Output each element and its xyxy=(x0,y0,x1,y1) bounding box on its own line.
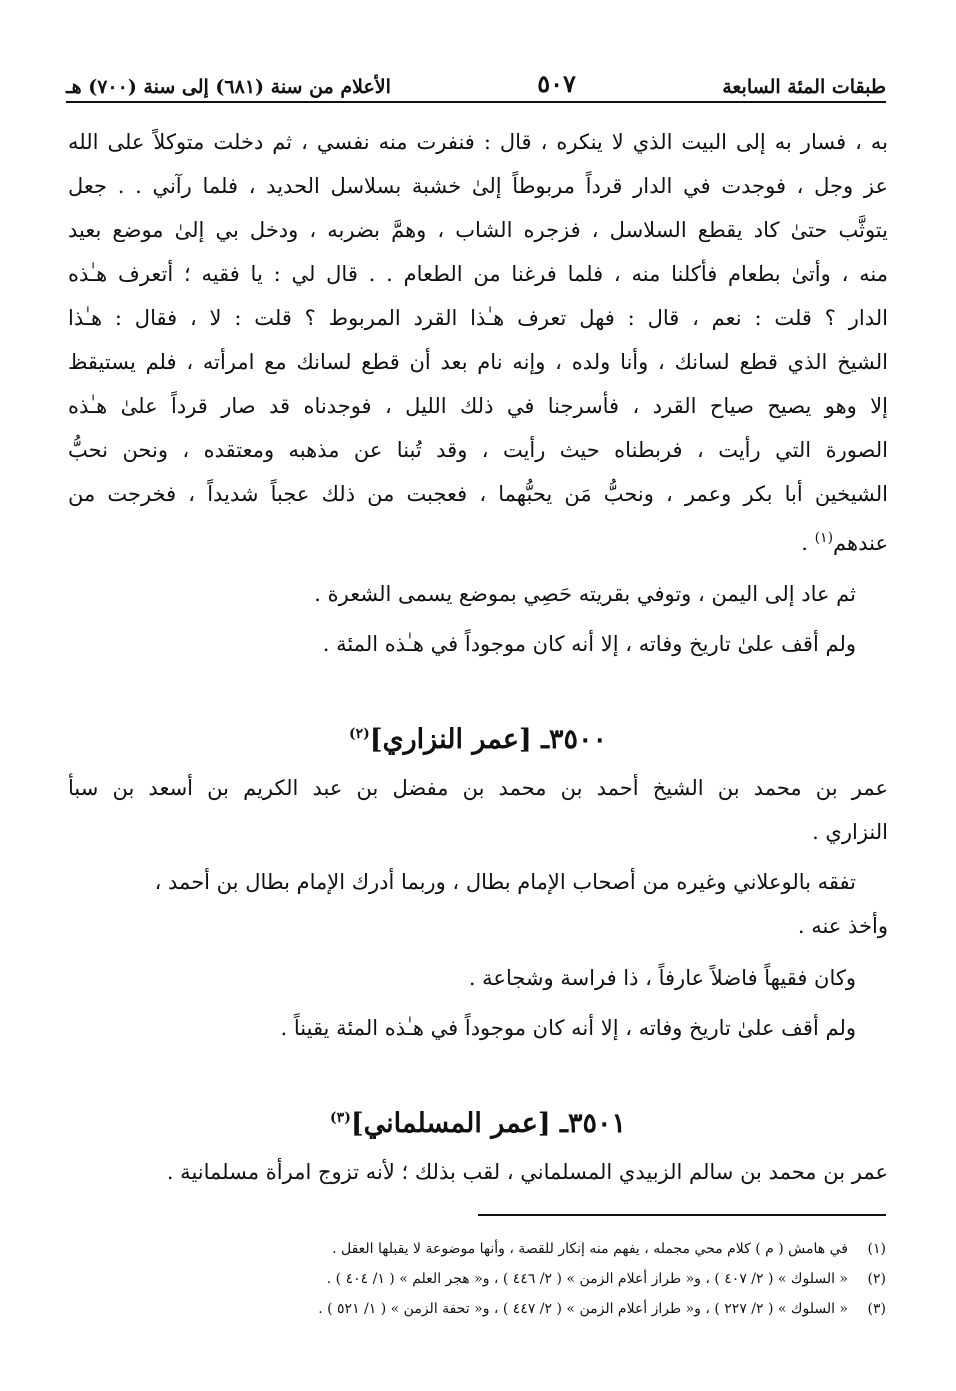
footnote-text: « السلوك » ( ٢/ ٢٢٧ ) ، و« طراز أعلام الزمن » ( ٢/ ٤٤٧ ) ، و« تحفة الزمن » ( ١/ ٥٢١ ) . xyxy=(318,1301,848,1317)
footnote-ref-3: (٣) xyxy=(330,1110,351,1126)
body-line: الدار ؟ قلت : نعم ، قال : فهل تعرف هـٰذا القرد المربوط ؟ قلت : لا ، فقال : هـٰذا xyxy=(68,306,888,330)
body-line: به ، فسار به إلى البيت الذي لا ينكره ، قال : فنفرت منه نفسي ، ثم دخلت متوكلاً على الله xyxy=(68,130,888,154)
footnote xyxy=(100,1266,886,1292)
entry-text: عمر بن محمد بن سالم الزبيدي المسلماني ، لقب بذلك ؛ لأنه تزوج امرأة مسلمانية . xyxy=(166,1160,888,1184)
body-line: منه ، وأتىٰ بطعام فأكلنا منه ، فلما فرغنا من الطعام . . قال لي : يا فقيه ؛ أتعرف هـٰذه xyxy=(68,262,888,286)
footnote-number: (٣) xyxy=(867,1301,886,1317)
entry-text: النزاري . xyxy=(812,820,888,844)
header-rule xyxy=(66,101,886,103)
entry-text: ولم أقف علىٰ تاريخ وفاته ، إلا أنه كان موجوداً في هـٰذه المئة يقيناً . xyxy=(280,1016,856,1040)
body-line-last xyxy=(68,518,888,558)
header-section-title: طبقات المئة السابعة xyxy=(722,76,886,98)
last-period: . xyxy=(801,531,815,555)
body-line: عز وجل ، فوجدت في الدار قرداً مربوطاً إلىٰ خشبة بسلاسل الحديد ، فلما رآني . . جعل xyxy=(68,174,888,198)
entry-text: وأخذ عنه . xyxy=(797,914,888,938)
paragraph: ثم عاد إلى اليمن ، وتوفي بقريته حَصِي بموضع يسمى الشعرة . xyxy=(314,582,856,606)
entry-heading-3501 xyxy=(0,1096,956,1142)
entry-heading-3500 xyxy=(0,712,956,758)
footnote-text: « السلوك » ( ٢/ ٤٠٧ ) ، و« طراز أعلام الزمن » ( ٢/ ٤٤٦ ) ، و« هجر العلم » ( ١/ ٤٠٤ ) . xyxy=(326,1271,848,1287)
body-line: إلا وهو يصيح صياح القرد ، فأسرجنا في ذلك الليل ، فوجدناه قد صار قرداً علىٰ هـٰذه xyxy=(68,394,888,418)
body-line: الصورة التي رأيت ، فربطناه حيث رأيت ، وقد تُبنا عن مذهبه ومعتقده ، ونحن نحبُّ xyxy=(68,438,888,462)
page-number: ٥٠٧ xyxy=(537,69,576,98)
entry-text: تفقه بالوعلاني وغيره من أصحاب الإمام بطال ، وربما أدرك الإمام بطال بن أحمد ، xyxy=(154,870,856,894)
entry-title: ٣٥٠٠ـ [عمر النزاري] xyxy=(369,724,608,755)
running-header xyxy=(66,62,886,98)
footnote xyxy=(100,1236,886,1262)
body-line: يتوثَّب حتىٰ كاد يقطع السلاسل ، فزجره الشاب ، وهمَّ بضربه ، ودخل بي إلىٰ موضع بعيد xyxy=(68,218,888,242)
footnote-ref-1: (١) xyxy=(814,530,834,546)
last-word: عندهم xyxy=(833,531,888,555)
footnote-rule xyxy=(478,1214,886,1216)
entry-text: عمر بن محمد بن الشيخ أحمد بن محمد بن مفضل بن عبد الكريم بن أسعد بن سبأ xyxy=(68,776,888,800)
footnote xyxy=(100,1296,886,1322)
entry-title: ٣٥٠١ـ [عمر المسلماني] xyxy=(350,1108,626,1139)
header-volume-range: الأعلام من سنة (٦٨١) إلى سنة (٧٠٠) هـ xyxy=(66,76,391,98)
footnote-number: (١) xyxy=(867,1241,886,1257)
paragraph: ولم أقف علىٰ تاريخ وفاته ، إلا أنه كان موجوداً في هـٰذه المئة . xyxy=(322,632,856,656)
body-line: الشيخين أبا بكر وعمر ، ونحبُّ مَن يحبُّهما ، فعجبت من ذلك عجباً شديداً ، فخرجت من xyxy=(68,482,888,506)
footnote-text: في هامش ( م ) كلام محي مجمله ، يفهم منه إنكار للقصة ، وأنها موضوعة لا يقبلها العقل . xyxy=(332,1241,848,1257)
entry-text: وكان فقيهاً فاضلاً عارفاً ، ذا فراسة وشجاعة . xyxy=(468,966,856,990)
body-line: الشيخ الذي قطع لسانك ، وأنا ولده ، وإنه نام بعد أن قطع لسانك مع امرأته ، فلم يستيقظ xyxy=(68,350,888,374)
footnote-number: (٢) xyxy=(867,1271,886,1287)
footnote-ref-2: (٢) xyxy=(348,726,370,742)
